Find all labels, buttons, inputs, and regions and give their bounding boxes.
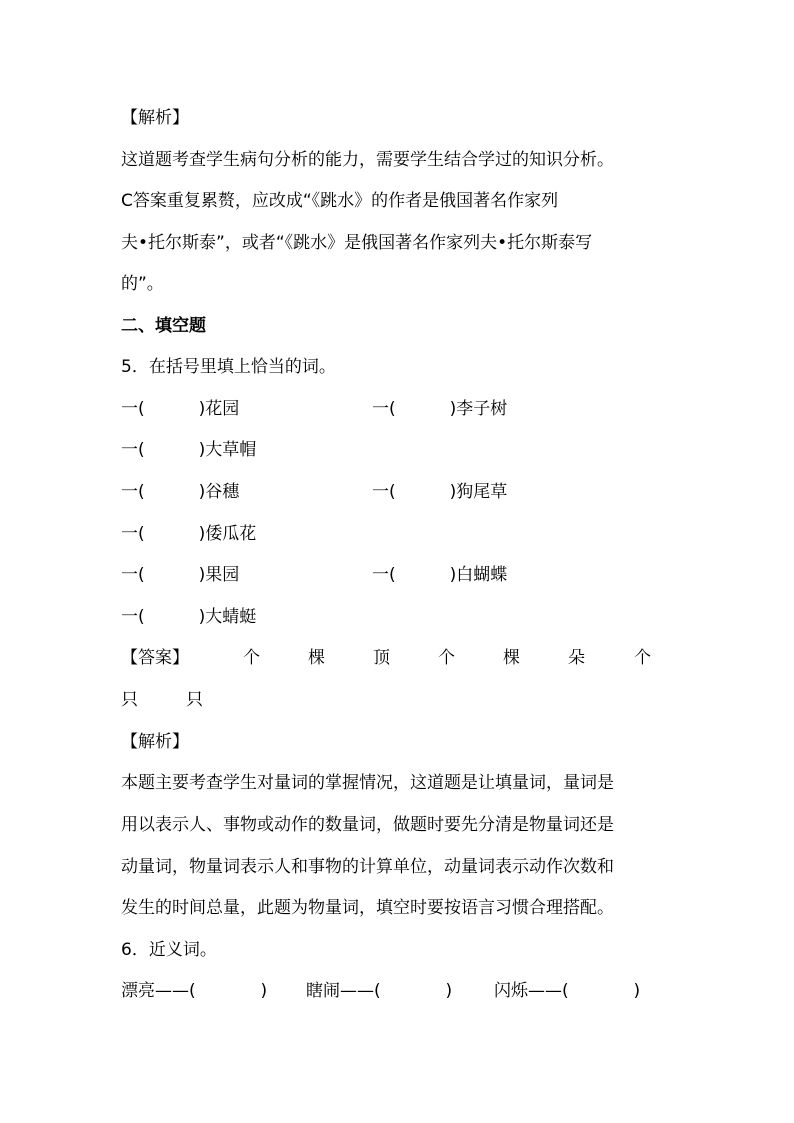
fill-blank-item: 一( )李子树 <box>372 399 508 419</box>
fill-blank-item: 一( )花园 <box>121 399 240 419</box>
answer-word: 个 <box>438 648 455 668</box>
analysis-text-line: 用以表示人、事物或动作的数量词，做题时要先分清是物量词还是 <box>121 815 614 835</box>
fill-blank-item: 一( )果园 <box>121 565 240 585</box>
answer-word: 个 <box>243 648 260 668</box>
answer-word: 朵 <box>568 648 585 668</box>
answer-label: 【答案】 <box>121 648 189 668</box>
analysis-heading: 【解析】 <box>121 732 189 752</box>
analysis-text-line: 的”。 <box>121 274 164 294</box>
fill-blank-item: 一( )大蜻蜓 <box>121 607 257 627</box>
section-title: 二、填空题 <box>121 316 206 336</box>
analysis-text-line: 动量词，物量词表示人和事物的计算单位，动量词表示动作次数和 <box>121 857 614 877</box>
analysis-text-line: 夫•托尔斯泰”，或者“《跳水》是俄国著名作家列夫•托尔斯泰写 <box>121 233 593 253</box>
fill-blank-item: 一( )倭瓜花 <box>121 524 257 544</box>
fill-blank-item: 一( )狗尾草 <box>372 482 508 502</box>
fill-blank-item: 一( )谷穗 <box>121 482 240 502</box>
synonym-item: 瞎闹——( ) <box>306 981 453 1001</box>
answer-word: 只 <box>121 690 138 710</box>
answer-word: 个 <box>634 648 651 668</box>
analysis-text-line: 发生的时间总量，此题为物量词，填空时要按语言习惯合理搭配。 <box>121 898 614 918</box>
analysis-text-line: C答案重复累赘，应改成“《跳水》的作者是俄国著名作家列 <box>121 191 559 211</box>
synonym-item: 漂亮——( ) <box>121 981 268 1001</box>
analysis-heading: 【解析】 <box>121 108 189 128</box>
fill-blank-item: 一( )白蝴蝶 <box>372 565 508 585</box>
analysis-text-line: 本题主要考查学生对量词的掌握情况，这道题是让填量词，量词是 <box>121 773 614 793</box>
synonym-item: 闪烁——( ) <box>494 981 641 1001</box>
answer-word: 顶 <box>373 648 390 668</box>
answer-word: 棵 <box>308 648 325 668</box>
analysis-text-line: 这道题考查学生病句分析的能力，需要学生结合学过的知识分析。 <box>121 150 614 170</box>
fill-blank-item: 一( )大草帽 <box>121 440 257 460</box>
question-6-prompt: 6．近义词。 <box>121 940 217 960</box>
answer-word: 只 <box>186 690 203 710</box>
question-5-prompt: 5．在括号里填上恰当的词。 <box>121 357 336 377</box>
answer-word: 棵 <box>503 648 520 668</box>
